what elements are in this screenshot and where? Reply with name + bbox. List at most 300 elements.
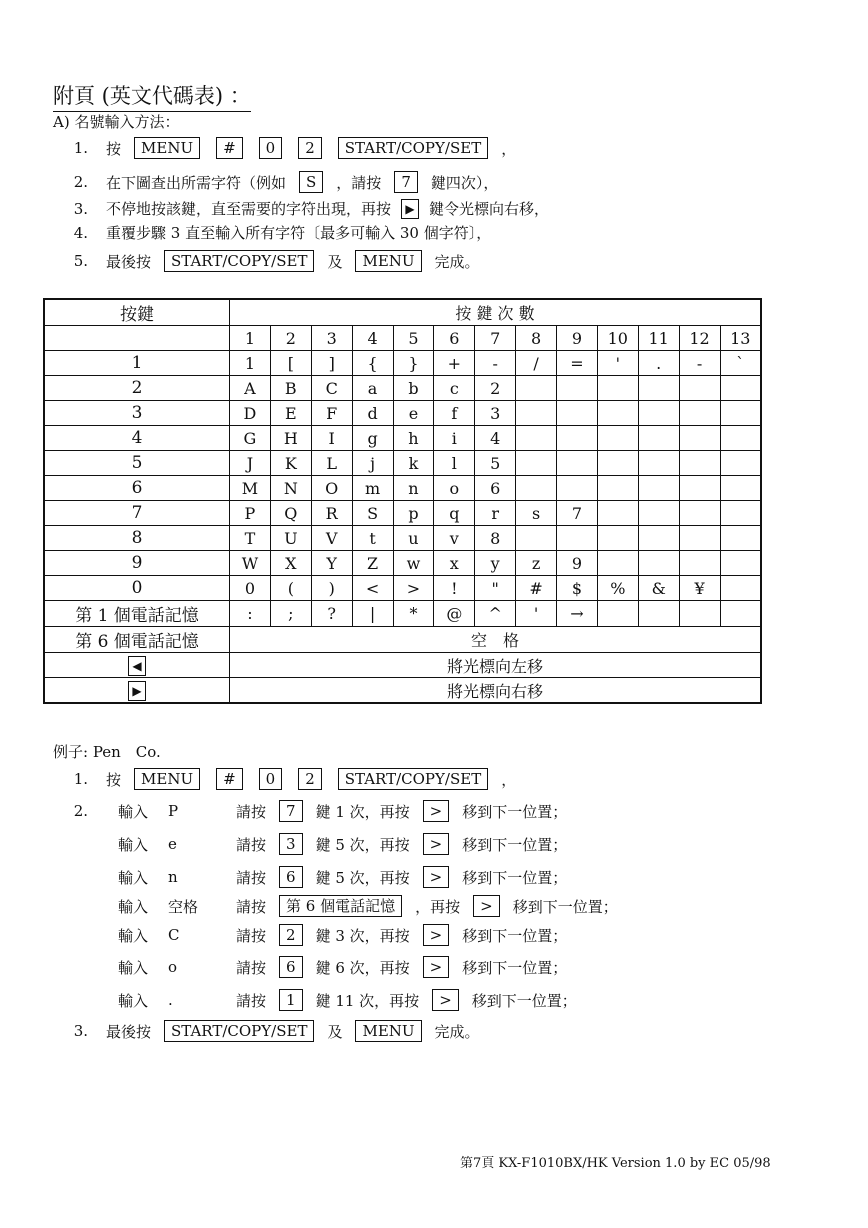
char-cell: & — [638, 576, 679, 601]
table-row — [44, 401, 761, 426]
menu-key: MENU — [134, 768, 200, 790]
char-cell: = — [557, 351, 598, 376]
char-cell: ! — [434, 576, 475, 601]
char-cell: 3 — [475, 401, 516, 426]
input-label: 輸入 — [118, 835, 149, 854]
key-box: 1 — [279, 989, 303, 1011]
char-cell — [597, 451, 638, 476]
char-cell: h — [393, 426, 434, 451]
right-arrow-row — [44, 678, 761, 704]
character-code-table — [43, 298, 762, 704]
start-copy-set-key: START/COPY/SET — [338, 137, 488, 159]
count-number: 9 — [557, 326, 598, 351]
input-char: . — [168, 991, 173, 1009]
char-cell — [597, 401, 638, 426]
count-number: 2 — [270, 326, 311, 351]
char-cell: > — [393, 576, 434, 601]
press-label: 請按 — [236, 926, 267, 945]
move-text: 移到下一位置； — [512, 897, 618, 916]
char-cell: 5 — [475, 451, 516, 476]
example-step-1 — [62, 768, 516, 790]
step-text: 重覆步驟 3 直至輸入所有字符〔最多可輸入 30 個字符〕， — [106, 224, 492, 242]
char-cell: U — [270, 526, 311, 551]
times-text: 鍵 1 次，再按 — [315, 802, 410, 821]
char-cell: ; — [270, 601, 311, 627]
char-cell — [597, 376, 638, 401]
table-row — [44, 351, 761, 376]
char-cell: 2 — [475, 376, 516, 401]
step-text: 不停地按該鍵，直至需要的字符出現，再按 — [106, 200, 392, 218]
key-cell: 1 — [44, 351, 230, 376]
char-cell — [720, 376, 761, 401]
char-cell — [720, 476, 761, 501]
key-cell: 第 6 個電話記憶 — [44, 627, 230, 653]
char-cell: ¥ — [679, 576, 720, 601]
move-text: 移到下一位置； — [462, 868, 568, 887]
count-number: 10 — [597, 326, 638, 351]
char-cell: X — [270, 551, 311, 576]
input-label: 輸入 — [118, 802, 149, 821]
press-label: 請按 — [236, 868, 267, 887]
char-cell: 6 — [475, 476, 516, 501]
s-key: S — [299, 171, 323, 193]
table-row — [44, 476, 761, 501]
two-key: 2 — [298, 768, 322, 790]
input-label: 輸入 — [118, 958, 149, 977]
step-text: 完成。 — [434, 252, 480, 271]
char-cell: q — [434, 501, 475, 526]
count-number: 6 — [434, 326, 475, 351]
step-number: 4. — [73, 223, 88, 242]
char-cell — [597, 551, 638, 576]
char-cell: % — [597, 576, 638, 601]
greater-key: > — [432, 989, 459, 1011]
char-cell — [516, 376, 557, 401]
greater-key: > — [423, 924, 450, 946]
greater-key: > — [423, 866, 450, 888]
char-cell: # — [516, 576, 557, 601]
char-cell — [679, 476, 720, 501]
example-line — [118, 833, 567, 855]
description-cell: 將光標向右移 — [230, 678, 762, 704]
char-cell: G — [230, 426, 271, 451]
char-cell — [720, 576, 761, 601]
char-cell — [679, 526, 720, 551]
press-label: 請按 — [236, 897, 267, 916]
char-cell — [679, 426, 720, 451]
char-cell: K — [270, 451, 311, 476]
step-text: 在下圖查出所需字符（例如 — [106, 173, 287, 192]
input-label: 輸入 — [118, 897, 149, 916]
char-cell: l — [434, 451, 475, 476]
char-cell — [557, 401, 598, 426]
char-cell: y — [475, 551, 516, 576]
zero-key: 0 — [259, 137, 283, 159]
char-cell: p — [393, 501, 434, 526]
zero-key: 0 — [259, 768, 283, 790]
example-heading: 例子: Pen Co. — [53, 743, 161, 761]
count-number: 4 — [352, 326, 393, 351]
times-text: 鍵 3 次，再按 — [315, 926, 410, 945]
char-cell: - — [475, 351, 516, 376]
step-number: 1. — [73, 139, 88, 157]
key-cell: 7 — [44, 501, 230, 526]
char-cell — [720, 401, 761, 426]
right-arrow-icon: ▶ — [128, 681, 146, 701]
table-row — [44, 526, 761, 551]
char-cell: Z — [352, 551, 393, 576]
char-cell: V — [311, 526, 352, 551]
char-cell — [597, 601, 638, 627]
greater-key: > — [473, 895, 500, 917]
char-cell: z — [516, 551, 557, 576]
char-cell: a — [352, 376, 393, 401]
char-cell: " — [475, 576, 516, 601]
press-label: 請按 — [236, 991, 267, 1010]
char-cell: n — [393, 476, 434, 501]
char-cell: P — [230, 501, 271, 526]
key-box: 7 — [279, 800, 303, 822]
char-cell — [679, 551, 720, 576]
char-cell: r — [475, 501, 516, 526]
step-text: 鍵令光標向右移， — [429, 200, 550, 218]
char-cell: A — [230, 376, 271, 401]
step-text: ，請按 — [336, 173, 382, 192]
char-cell: d — [352, 401, 393, 426]
count-number: 13 — [720, 326, 761, 351]
char-cell: b — [393, 376, 434, 401]
char-cell — [516, 451, 557, 476]
times-text: 鍵 11 次，再按 — [315, 991, 420, 1010]
char-cell: D — [230, 401, 271, 426]
char-cell: ) — [311, 576, 352, 601]
space-row — [44, 627, 761, 653]
move-text: 移到下一位置； — [462, 802, 568, 821]
key-box: 2 — [279, 924, 303, 946]
char-cell: e — [393, 401, 434, 426]
description-cell: 空 格 — [230, 627, 762, 653]
char-cell — [557, 526, 598, 551]
char-cell: } — [393, 351, 434, 376]
char-cell: 9 — [557, 551, 598, 576]
char-cell: T — [230, 526, 271, 551]
char-cell: L — [311, 451, 352, 476]
example-line — [118, 800, 567, 822]
char-cell: ( — [270, 576, 311, 601]
char-cell — [679, 501, 720, 526]
char-cell — [638, 426, 679, 451]
step-text: 按 — [106, 139, 122, 158]
step-text: 按 — [106, 770, 122, 789]
input-char: C — [168, 926, 180, 944]
char-cell — [679, 376, 720, 401]
times-text: 鍵 5 次，再按 — [315, 835, 410, 854]
menu-key: MENU — [355, 1020, 421, 1042]
char-cell: 4 — [475, 426, 516, 451]
section-a-heading: A) 名號輸入方法： — [53, 113, 180, 131]
char-cell: ' — [597, 351, 638, 376]
count-number: 12 — [679, 326, 720, 351]
step-number: 2. — [73, 802, 88, 820]
move-text: 移到下一位置； — [462, 926, 568, 945]
times-text: 鍵 6 次，再按 — [315, 958, 410, 977]
char-cell — [720, 526, 761, 551]
char-cell: { — [352, 351, 393, 376]
char-cell — [720, 426, 761, 451]
key-cell: 第 1 個電話記憶 — [44, 601, 230, 627]
count-number: 11 — [638, 326, 679, 351]
char-cell — [638, 451, 679, 476]
char-cell: ^ — [475, 601, 516, 627]
char-cell — [720, 551, 761, 576]
example-line — [118, 989, 577, 1011]
step-1 — [62, 137, 516, 159]
table-row — [44, 451, 761, 476]
char-cell: B — [270, 376, 311, 401]
char-cell: ] — [311, 351, 352, 376]
char-cell: 8 — [475, 526, 516, 551]
char-cell: t — [352, 526, 393, 551]
example-step-3 — [62, 1020, 480, 1042]
key-cell: 6 — [44, 476, 230, 501]
start-copy-set-key: START/COPY/SET — [164, 1020, 314, 1042]
char-cell — [557, 376, 598, 401]
page-footer: 第7頁 KX-F1010BX/HK Version 1.0 by EC 05/98 — [460, 1156, 771, 1171]
char-cell — [638, 601, 679, 627]
char-cell: W — [230, 551, 271, 576]
key-cell — [44, 653, 230, 678]
char-cell — [597, 426, 638, 451]
table-row — [44, 551, 761, 576]
example-line — [118, 866, 567, 888]
left-arrow-icon: ◀ — [128, 656, 146, 676]
char-cell: w — [393, 551, 434, 576]
char-cell — [516, 526, 557, 551]
char-cell: f — [434, 401, 475, 426]
start-copy-set-key: START/COPY/SET — [164, 250, 314, 272]
step-tail: ， — [501, 139, 517, 158]
char-cell: → — [557, 601, 598, 627]
times-text: ，再按 — [415, 897, 461, 916]
step-text: 鍵四次）， — [430, 173, 499, 192]
move-text: 移到下一位置； — [471, 991, 577, 1010]
hash-key: # — [216, 137, 243, 159]
hash-key: # — [216, 768, 243, 790]
char-cell: I — [311, 426, 352, 451]
step-text: 及 — [327, 1022, 343, 1041]
char-cell — [720, 501, 761, 526]
table-header-row — [44, 299, 761, 326]
char-cell — [597, 526, 638, 551]
step-tail: ， — [501, 770, 517, 789]
char-cell: x — [434, 551, 475, 576]
menu-key: MENU — [134, 137, 200, 159]
char-cell: O — [311, 476, 352, 501]
char-cell: @ — [434, 601, 475, 627]
empty-cell — [44, 326, 230, 351]
char-cell — [597, 476, 638, 501]
times-text: 鍵 5 次，再按 — [315, 868, 410, 887]
char-cell: N — [270, 476, 311, 501]
step-4 — [62, 222, 491, 243]
count-number: 5 — [393, 326, 434, 351]
two-key: 2 — [298, 137, 322, 159]
char-cell: g — [352, 426, 393, 451]
char-cell — [597, 501, 638, 526]
char-cell: 1 — [230, 351, 271, 376]
example-line — [118, 895, 618, 917]
char-cell: ? — [311, 601, 352, 627]
char-cell: c — [434, 376, 475, 401]
description-cell: 將光標向左移 — [230, 653, 762, 678]
key-cell: 0 — [44, 576, 230, 601]
key-cell: 4 — [44, 426, 230, 451]
key-cell — [44, 678, 230, 704]
greater-key: > — [423, 956, 450, 978]
step-number: 5. — [73, 252, 88, 270]
table-row — [44, 576, 761, 601]
key-cell: 5 — [44, 451, 230, 476]
char-cell — [557, 476, 598, 501]
char-cell — [638, 476, 679, 501]
step-number: 3. — [73, 199, 88, 218]
step-2 — [62, 171, 498, 193]
input-label: 輸入 — [118, 868, 149, 887]
char-cell: ' — [516, 601, 557, 627]
char-cell: / — [516, 351, 557, 376]
table-row — [44, 426, 761, 451]
press-label: 請按 — [236, 802, 267, 821]
char-cell: $ — [557, 576, 598, 601]
char-cell: . — [638, 351, 679, 376]
char-cell — [516, 426, 557, 451]
char-cell — [679, 451, 720, 476]
char-cell: S — [352, 501, 393, 526]
step-5 — [62, 250, 480, 272]
char-cell — [638, 526, 679, 551]
step-3 — [62, 198, 549, 219]
input-label: 輸入 — [118, 926, 149, 945]
key-cell: 2 — [44, 376, 230, 401]
char-cell — [638, 551, 679, 576]
start-copy-set-key: START/COPY/SET — [338, 768, 488, 790]
char-cell: s — [516, 501, 557, 526]
char-cell: M — [230, 476, 271, 501]
menu-key: MENU — [355, 250, 421, 272]
char-cell — [638, 376, 679, 401]
step-text: 最後按 — [106, 252, 152, 271]
count-number: 7 — [475, 326, 516, 351]
char-cell: k — [393, 451, 434, 476]
seven-key: 7 — [394, 171, 418, 193]
char-cell — [516, 476, 557, 501]
char-cell: + — [434, 351, 475, 376]
key-cell: 9 — [44, 551, 230, 576]
char-cell: J — [230, 451, 271, 476]
char-cell — [679, 401, 720, 426]
char-cell: Y — [311, 551, 352, 576]
input-char: P — [168, 802, 179, 820]
char-cell: R — [311, 501, 352, 526]
key-box: 6 — [279, 866, 303, 888]
char-cell: E — [270, 401, 311, 426]
count-number-row — [44, 326, 761, 351]
char-cell: j — [352, 451, 393, 476]
char-cell: u — [393, 526, 434, 551]
char-cell: i — [434, 426, 475, 451]
char-cell: F — [311, 401, 352, 426]
step-text: 完成。 — [434, 1022, 480, 1041]
greater-key: > — [423, 800, 450, 822]
char-cell — [557, 451, 598, 476]
table-row — [44, 376, 761, 401]
input-char: e — [168, 835, 177, 853]
press-label: 請按 — [236, 958, 267, 977]
move-text: 移到下一位置； — [462, 958, 568, 977]
step-number: 3. — [73, 1022, 88, 1040]
count-number: 1 — [230, 326, 271, 351]
char-cell: Q — [270, 501, 311, 526]
key-cell: 3 — [44, 401, 230, 426]
input-char: o — [168, 958, 178, 976]
step-number: 1. — [73, 770, 88, 788]
char-cell: [ — [270, 351, 311, 376]
step-text: 最後按 — [106, 1022, 152, 1041]
char-cell — [720, 601, 761, 627]
count-number: 8 — [516, 326, 557, 351]
char-cell — [638, 501, 679, 526]
char-cell — [516, 401, 557, 426]
char-cell: H — [270, 426, 311, 451]
key-cell: 8 — [44, 526, 230, 551]
char-cell: v — [434, 526, 475, 551]
left-arrow-row — [44, 653, 761, 678]
press-label: 請按 — [236, 835, 267, 854]
char-cell: C — [311, 376, 352, 401]
char-cell: 0 — [230, 576, 271, 601]
step-text: 及 — [327, 252, 343, 271]
char-cell — [679, 601, 720, 627]
right-arrow-icon: ▶ — [401, 199, 419, 219]
count-number: 3 — [311, 326, 352, 351]
char-cell: o — [434, 476, 475, 501]
step-number: 2. — [73, 173, 88, 191]
char-cell: * — [393, 601, 434, 627]
char-cell: : — [230, 601, 271, 627]
char-cell — [557, 426, 598, 451]
page-title: 附頁 (英文代碼表) ： — [53, 80, 251, 112]
char-cell: 7 — [557, 501, 598, 526]
key-box: 3 — [279, 833, 303, 855]
char-cell: < — [352, 576, 393, 601]
char-cell: ` — [720, 351, 761, 376]
char-cell — [638, 401, 679, 426]
key-header: 按鍵 — [44, 299, 230, 326]
table-row — [44, 501, 761, 526]
char-cell: | — [352, 601, 393, 627]
input-char: n — [168, 868, 178, 886]
char-cell — [720, 451, 761, 476]
input-char: 空格 — [168, 897, 199, 916]
char-cell: - — [679, 351, 720, 376]
count-header: 按 鍵 次 數 — [230, 299, 762, 326]
greater-key: > — [423, 833, 450, 855]
table-row — [44, 601, 761, 627]
key-box: 6 — [279, 956, 303, 978]
char-cell: m — [352, 476, 393, 501]
example-line — [118, 956, 567, 978]
key-box: 第 6 個電話記憶 — [279, 895, 402, 917]
